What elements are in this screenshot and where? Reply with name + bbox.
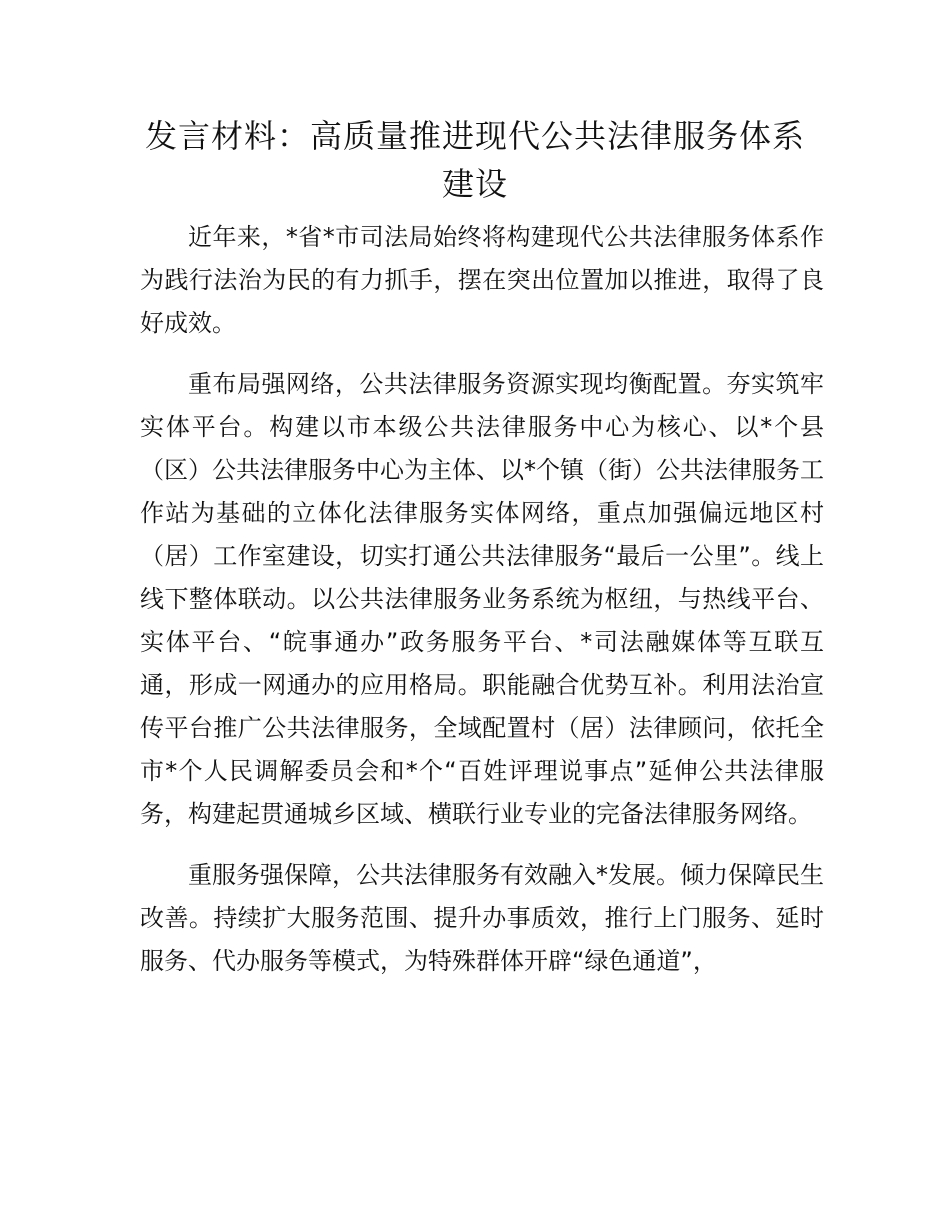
paragraph-network: 重布局强网络，公共法律服务资源实现均衡配置。夯实筑牢实体平台。构建以市本级公共法律服务中心为核心、以*个县（区）公共法律服务中心为主体、以*个镇（街）公共法律服务工作站为基础的立体化法律服务实体网络，重点加强偏远地区村（居）工作室建设，切实打通公共法律服务“最后一公里”。线上线下整体联动。以公共法律服务业务系统为枢纽，与热线平台、实体平台、“皖事通办”政务服务平台、*司法融媒体等互联互通，形成一网通办的应用格局。职能融合优势互补。利用法治宣传平台推广公共法律服务，全域配置村（居）法律顾问，依托全市*个人民调解委员会和*个“百姓评理说事点”延伸公共法律服务，构建起贯通城乡区域、横联行业专业的完备法律服务网络。 bbox=[140, 370, 824, 828]
paragraph-service: 重服务强保障，公共法律服务有效融入*发展。倾力保障民生改善。持续扩大服务范围、提升办事质效，推行上门服务、延时服务、代办服务等模式，为特殊群体开辟“绿色通道”， bbox=[140, 861, 824, 975]
paragraph-intro: 近年来，*省*市司法局始终将构建现代公共法律服务体系作为践行法治为民的有力抓手，摆在突出位置加以推进，取得了良好成效。 bbox=[140, 223, 824, 337]
document-title: 发言材料：高质量推进现代公共法律服务体系建设 bbox=[144, 117, 805, 203]
document-body bbox=[140, 216, 824, 1001]
